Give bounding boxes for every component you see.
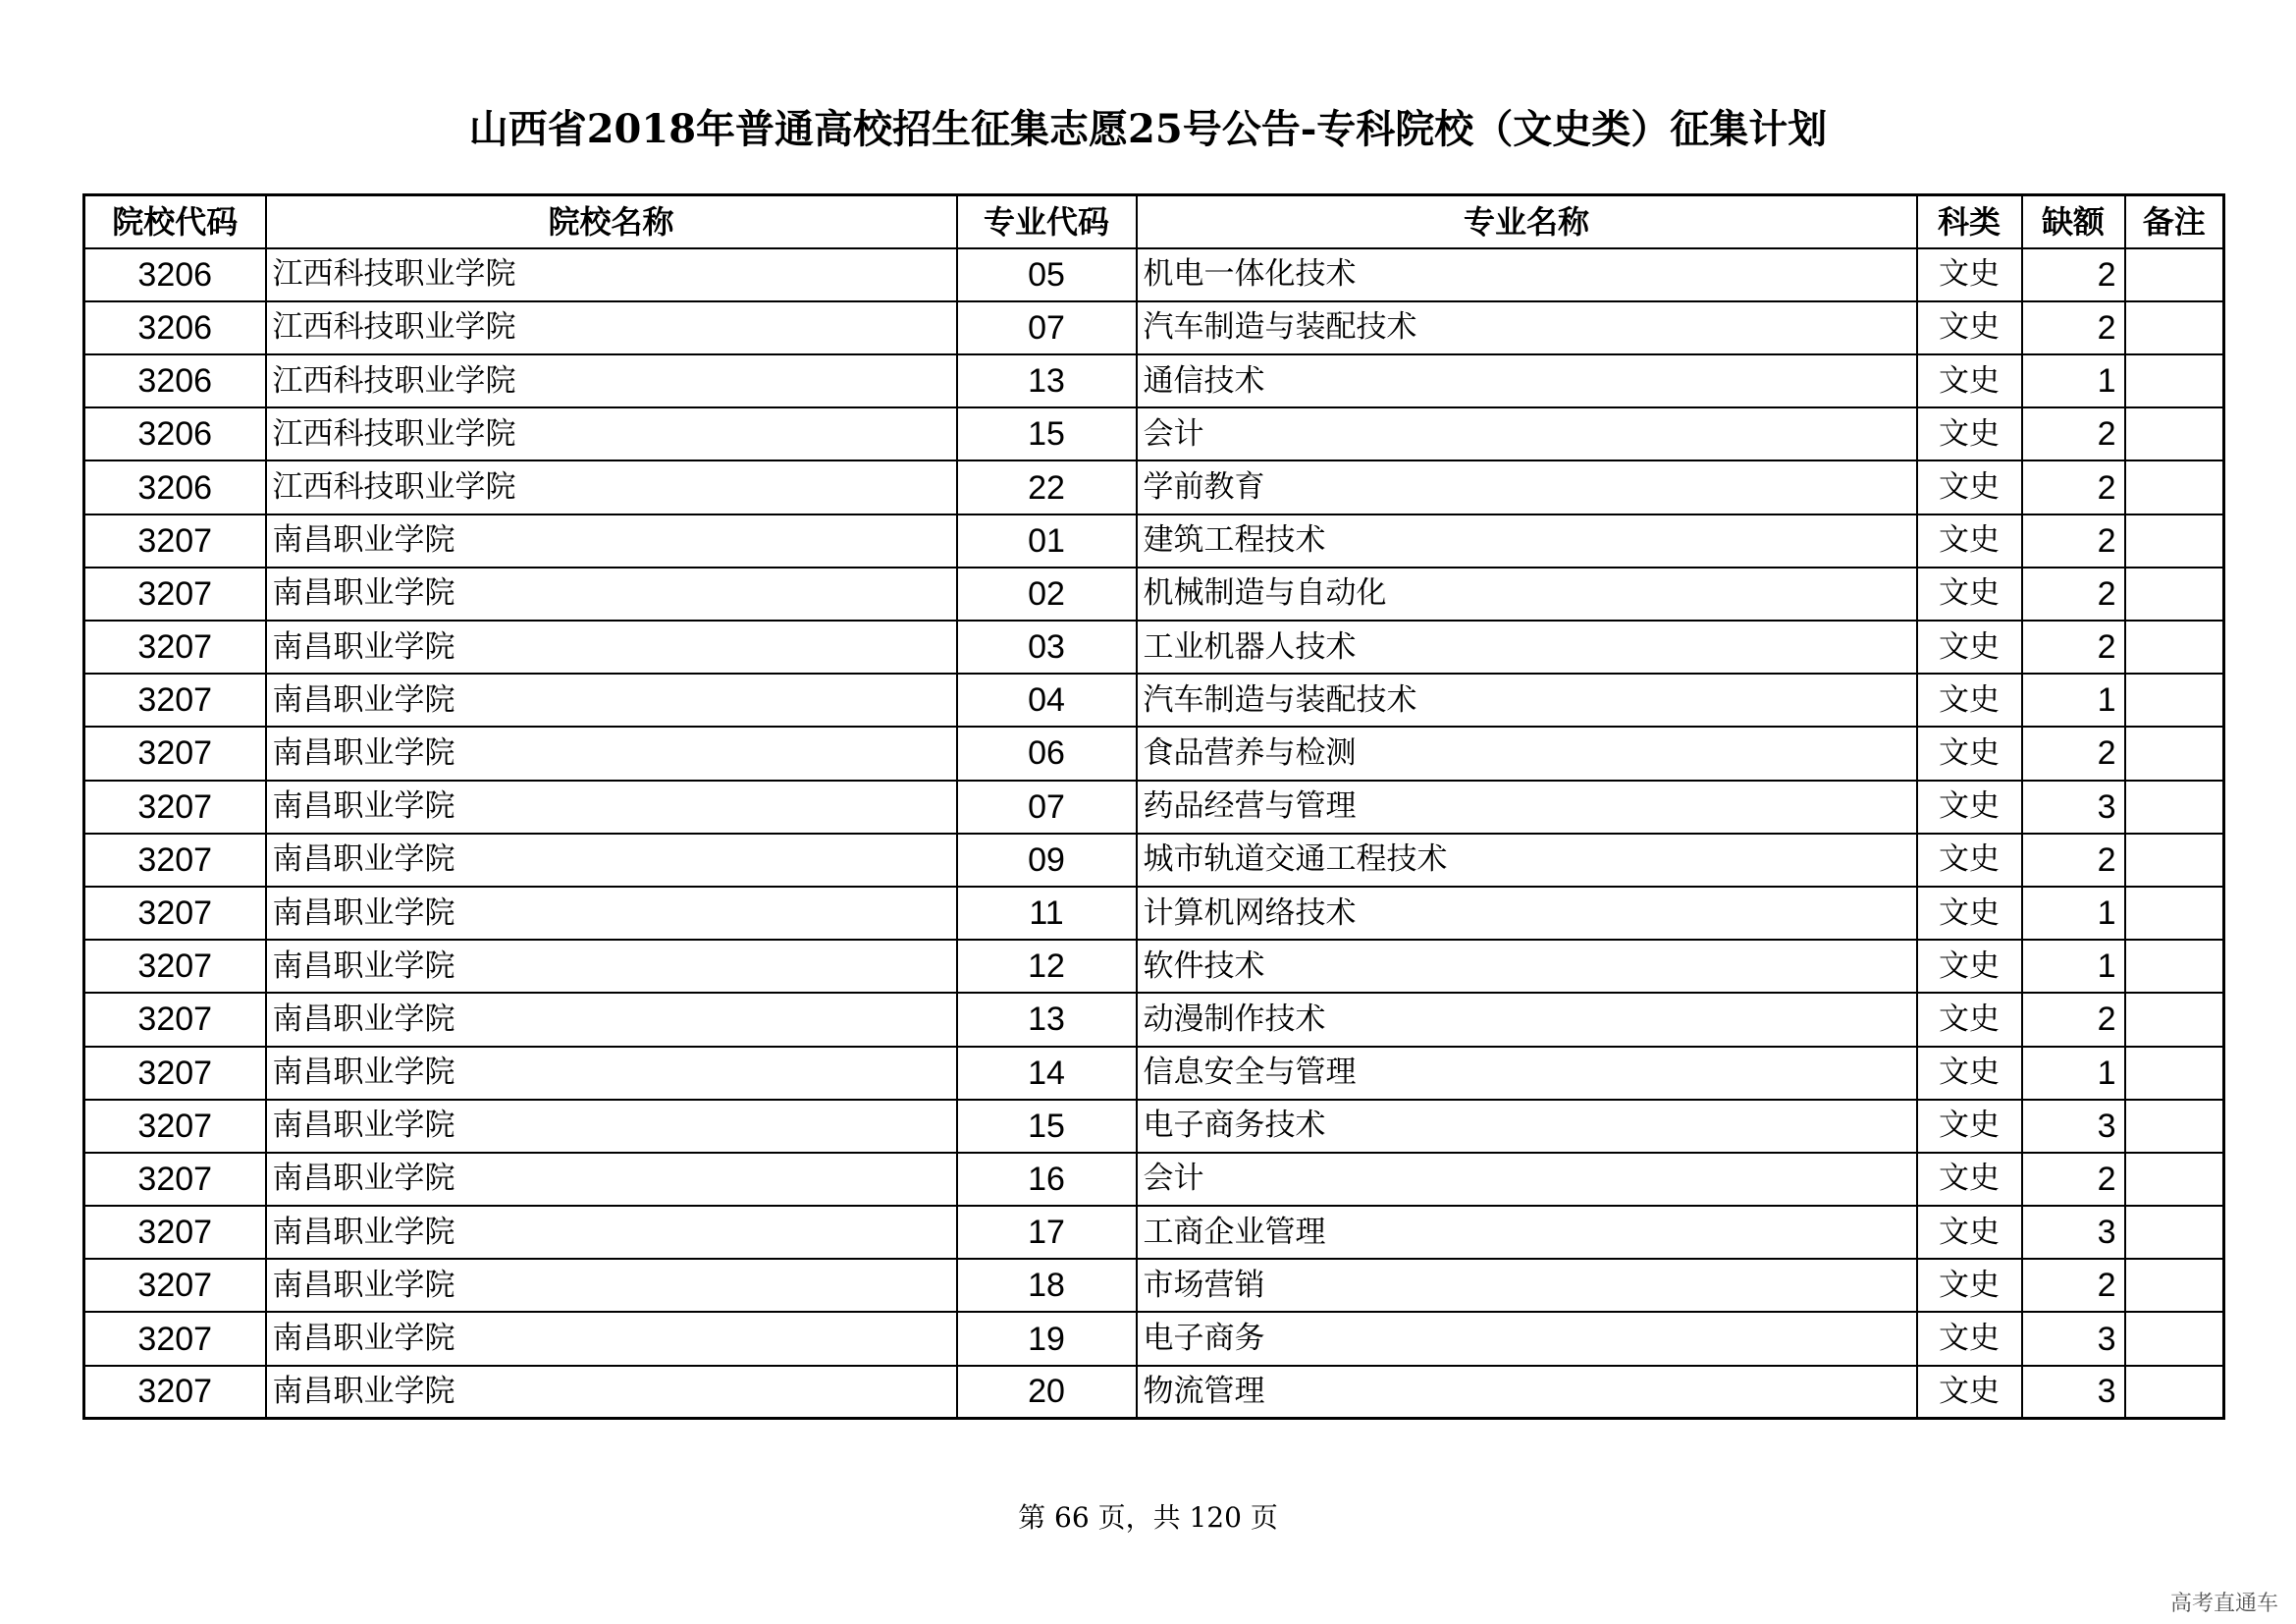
vacancy-cell: 2 <box>2022 301 2125 354</box>
table-row <box>84 993 2224 1046</box>
school-name-cell: 南昌职业学院 <box>266 621 957 674</box>
major-name-cell: 信息安全与管理 <box>1137 1047 1917 1100</box>
table-header-row <box>84 195 2224 248</box>
school-code-cell: 3207 <box>84 1206 266 1259</box>
vacancy-cell: 1 <box>2022 1047 2125 1100</box>
header-major-code: 专业代码 <box>957 195 1137 248</box>
remarks-cell <box>2125 407 2224 460</box>
school-name-cell: 江西科技职业学院 <box>266 354 957 407</box>
major-name-cell: 工商企业管理 <box>1137 1206 1917 1259</box>
category-cell: 文史 <box>1917 887 2022 940</box>
vacancy-cell: 3 <box>2022 1100 2125 1153</box>
major-code-cell: 18 <box>957 1259 1137 1312</box>
vacancy-cell: 2 <box>2022 514 2125 568</box>
table-row <box>84 1100 2224 1153</box>
school-code-cell: 3206 <box>84 301 266 354</box>
category-cell: 文史 <box>1917 1366 2022 1419</box>
vacancy-cell: 2 <box>2022 1153 2125 1206</box>
remarks-cell <box>2125 1100 2224 1153</box>
school-code-cell: 3207 <box>84 621 266 674</box>
vacancy-cell: 3 <box>2022 1366 2125 1419</box>
major-name-cell: 计算机网络技术 <box>1137 887 1917 940</box>
school-code-cell: 3207 <box>84 1100 266 1153</box>
major-code-cell: 05 <box>957 248 1137 301</box>
table-row <box>84 568 2224 621</box>
school-name-cell: 南昌职业学院 <box>266 1153 957 1206</box>
school-name-cell: 江西科技职业学院 <box>266 301 957 354</box>
school-name-cell: 南昌职业学院 <box>266 1366 957 1419</box>
school-name-cell: 南昌职业学院 <box>266 1312 957 1365</box>
table-row <box>84 940 2224 993</box>
table-row <box>84 1047 2224 1100</box>
school-name-cell: 南昌职业学院 <box>266 993 957 1046</box>
school-code-cell: 3207 <box>84 1153 266 1206</box>
watermark-logo: 高考直通车 <box>2169 1592 2278 1616</box>
category-cell: 文史 <box>1917 1047 2022 1100</box>
school-name-cell: 南昌职业学院 <box>266 1206 957 1259</box>
school-code-cell: 3207 <box>84 727 266 780</box>
major-name-cell: 通信技术 <box>1137 354 1917 407</box>
major-code-cell: 01 <box>957 514 1137 568</box>
category-cell: 文史 <box>1917 781 2022 834</box>
table-row <box>84 727 2224 780</box>
school-name-cell: 南昌职业学院 <box>266 1047 957 1100</box>
table-row <box>84 407 2224 460</box>
remarks-cell <box>2125 514 2224 568</box>
remarks-cell <box>2125 1206 2224 1259</box>
vacancy-cell: 3 <box>2022 781 2125 834</box>
school-code-cell: 3207 <box>84 834 266 887</box>
remarks-cell <box>2125 781 2224 834</box>
category-cell: 文史 <box>1917 1100 2022 1153</box>
vacancy-cell: 2 <box>2022 993 2125 1046</box>
major-name-cell: 药品经营与管理 <box>1137 781 1917 834</box>
header-school-name: 院校名称 <box>266 195 957 248</box>
major-code-cell: 15 <box>957 1100 1137 1153</box>
category-cell: 文史 <box>1917 621 2022 674</box>
table-row <box>84 621 2224 674</box>
category-cell: 文史 <box>1917 1312 2022 1365</box>
school-code-cell: 3207 <box>84 1259 266 1312</box>
major-name-cell: 电子商务技术 <box>1137 1100 1917 1153</box>
major-code-cell: 04 <box>957 674 1137 727</box>
major-name-cell: 动漫制作技术 <box>1137 993 1917 1046</box>
remarks-cell <box>2125 1312 2224 1365</box>
category-cell: 文史 <box>1917 1153 2022 1206</box>
vacancy-cell: 1 <box>2022 887 2125 940</box>
header-remarks: 备注 <box>2125 195 2224 248</box>
major-name-cell: 汽车制造与装配技术 <box>1137 301 1917 354</box>
major-code-cell: 22 <box>957 460 1137 514</box>
category-cell: 文史 <box>1917 940 2022 993</box>
remarks-cell <box>2125 940 2224 993</box>
vacancy-cell: 1 <box>2022 674 2125 727</box>
school-name-cell: 南昌职业学院 <box>266 1100 957 1153</box>
school-code-cell: 3207 <box>84 674 266 727</box>
school-code-cell: 3206 <box>84 248 266 301</box>
remarks-cell <box>2125 1259 2224 1312</box>
school-code-cell: 3207 <box>84 887 266 940</box>
category-cell: 文史 <box>1917 514 2022 568</box>
table-row <box>84 1312 2224 1365</box>
vacancy-cell: 2 <box>2022 727 2125 780</box>
vacancy-cell: 2 <box>2022 407 2125 460</box>
vacancy-cell: 2 <box>2022 621 2125 674</box>
category-cell: 文史 <box>1917 1206 2022 1259</box>
vacancy-cell: 1 <box>2022 354 2125 407</box>
remarks-cell <box>2125 1047 2224 1100</box>
school-code-cell: 3207 <box>84 781 266 834</box>
table-row <box>84 354 2224 407</box>
school-name-cell: 南昌职业学院 <box>266 940 957 993</box>
school-code-cell: 3206 <box>84 407 266 460</box>
table-row <box>84 834 2224 887</box>
major-name-cell: 会计 <box>1137 1153 1917 1206</box>
header-major-name: 专业名称 <box>1137 195 1917 248</box>
enrollment-plan-table <box>82 193 2225 1420</box>
category-cell: 文史 <box>1917 834 2022 887</box>
major-name-cell: 食品营养与检测 <box>1137 727 1917 780</box>
table-row <box>84 1259 2224 1312</box>
remarks-cell <box>2125 674 2224 727</box>
remarks-cell <box>2125 568 2224 621</box>
category-cell: 文史 <box>1917 993 2022 1046</box>
school-name-cell: 南昌职业学院 <box>266 834 957 887</box>
remarks-cell <box>2125 621 2224 674</box>
vacancy-cell: 3 <box>2022 1312 2125 1365</box>
school-code-cell: 3206 <box>84 460 266 514</box>
school-code-cell: 3207 <box>84 1366 266 1419</box>
major-code-cell: 13 <box>957 354 1137 407</box>
header-vacancy: 缺额 <box>2022 195 2125 248</box>
school-code-cell: 3207 <box>84 1312 266 1365</box>
major-code-cell: 03 <box>957 621 1137 674</box>
school-name-cell: 南昌职业学院 <box>266 514 957 568</box>
vacancy-cell: 3 <box>2022 1206 2125 1259</box>
table-row <box>84 674 2224 727</box>
major-code-cell: 02 <box>957 568 1137 621</box>
major-code-cell: 13 <box>957 993 1137 1046</box>
remarks-cell <box>2125 301 2224 354</box>
major-code-cell: 20 <box>957 1366 1137 1419</box>
table-row <box>84 1153 2224 1206</box>
major-code-cell: 07 <box>957 781 1137 834</box>
school-code-cell: 3206 <box>84 354 266 407</box>
school-name-cell: 南昌职业学院 <box>266 568 957 621</box>
major-code-cell: 11 <box>957 887 1137 940</box>
school-name-cell: 南昌职业学院 <box>266 674 957 727</box>
remarks-cell <box>2125 834 2224 887</box>
school-code-cell: 3207 <box>84 940 266 993</box>
vacancy-cell: 2 <box>2022 460 2125 514</box>
remarks-cell <box>2125 727 2224 780</box>
table-row <box>84 1206 2224 1259</box>
category-cell: 文史 <box>1917 301 2022 354</box>
school-code-cell: 3207 <box>84 993 266 1046</box>
remarks-cell <box>2125 887 2224 940</box>
vacancy-cell: 2 <box>2022 248 2125 301</box>
table-row <box>84 460 2224 514</box>
major-name-cell: 建筑工程技术 <box>1137 514 1917 568</box>
category-cell: 文史 <box>1917 248 2022 301</box>
remarks-cell <box>2125 248 2224 301</box>
major-name-cell: 软件技术 <box>1137 940 1917 993</box>
major-name-cell: 工业机器人技术 <box>1137 621 1917 674</box>
major-code-cell: 06 <box>957 727 1137 780</box>
table-row <box>84 887 2224 940</box>
major-name-cell: 物流管理 <box>1137 1366 1917 1419</box>
category-cell: 文史 <box>1917 407 2022 460</box>
vacancy-cell: 1 <box>2022 940 2125 993</box>
category-cell: 文史 <box>1917 727 2022 780</box>
major-name-cell: 机电一体化技术 <box>1137 248 1917 301</box>
header-category: 科类 <box>1917 195 2022 248</box>
table-row <box>84 514 2224 568</box>
category-cell: 文史 <box>1917 568 2022 621</box>
major-code-cell: 12 <box>957 940 1137 993</box>
major-name-cell: 会计 <box>1137 407 1917 460</box>
school-name-cell: 江西科技职业学院 <box>266 407 957 460</box>
major-code-cell: 16 <box>957 1153 1137 1206</box>
remarks-cell <box>2125 460 2224 514</box>
table-row <box>84 781 2224 834</box>
major-code-cell: 15 <box>957 407 1137 460</box>
school-code-cell: 3207 <box>84 514 266 568</box>
remarks-cell <box>2125 993 2224 1046</box>
major-name-cell: 学前教育 <box>1137 460 1917 514</box>
school-name-cell: 江西科技职业学院 <box>266 248 957 301</box>
category-cell: 文史 <box>1917 1259 2022 1312</box>
school-name-cell: 南昌职业学院 <box>266 781 957 834</box>
category-cell: 文史 <box>1917 354 2022 407</box>
major-code-cell: 19 <box>957 1312 1137 1365</box>
major-code-cell: 09 <box>957 834 1137 887</box>
major-name-cell: 机械制造与自动化 <box>1137 568 1917 621</box>
vacancy-cell: 2 <box>2022 1259 2125 1312</box>
remarks-cell <box>2125 354 2224 407</box>
category-cell: 文史 <box>1917 674 2022 727</box>
major-name-cell: 电子商务 <box>1137 1312 1917 1365</box>
school-name-cell: 南昌职业学院 <box>266 1259 957 1312</box>
major-name-cell: 市场营销 <box>1137 1259 1917 1312</box>
major-code-cell: 07 <box>957 301 1137 354</box>
vacancy-cell: 2 <box>2022 834 2125 887</box>
major-code-cell: 17 <box>957 1206 1137 1259</box>
school-name-cell: 南昌职业学院 <box>266 887 957 940</box>
remarks-cell <box>2125 1153 2224 1206</box>
school-name-cell: 江西科技职业学院 <box>266 460 957 514</box>
page-number-footer: 第 66 页，共 120 页 <box>1018 1501 1278 1534</box>
school-name-cell: 南昌职业学院 <box>266 727 957 780</box>
major-code-cell: 14 <box>957 1047 1137 1100</box>
table-row <box>84 1366 2224 1419</box>
remarks-cell <box>2125 1366 2224 1419</box>
category-cell: 文史 <box>1917 460 2022 514</box>
table-row <box>84 248 2224 301</box>
header-school-code: 院校代码 <box>84 195 266 248</box>
page-title: 山西省2018年普通高校招生征集志愿25号公告-专科院校（文史类）征集计划 <box>468 106 1828 152</box>
major-name-cell: 城市轨道交通工程技术 <box>1137 834 1917 887</box>
school-code-cell: 3207 <box>84 568 266 621</box>
school-code-cell: 3207 <box>84 1047 266 1100</box>
major-name-cell: 汽车制造与装配技术 <box>1137 674 1917 727</box>
vacancy-cell: 2 <box>2022 568 2125 621</box>
table-row <box>84 301 2224 354</box>
